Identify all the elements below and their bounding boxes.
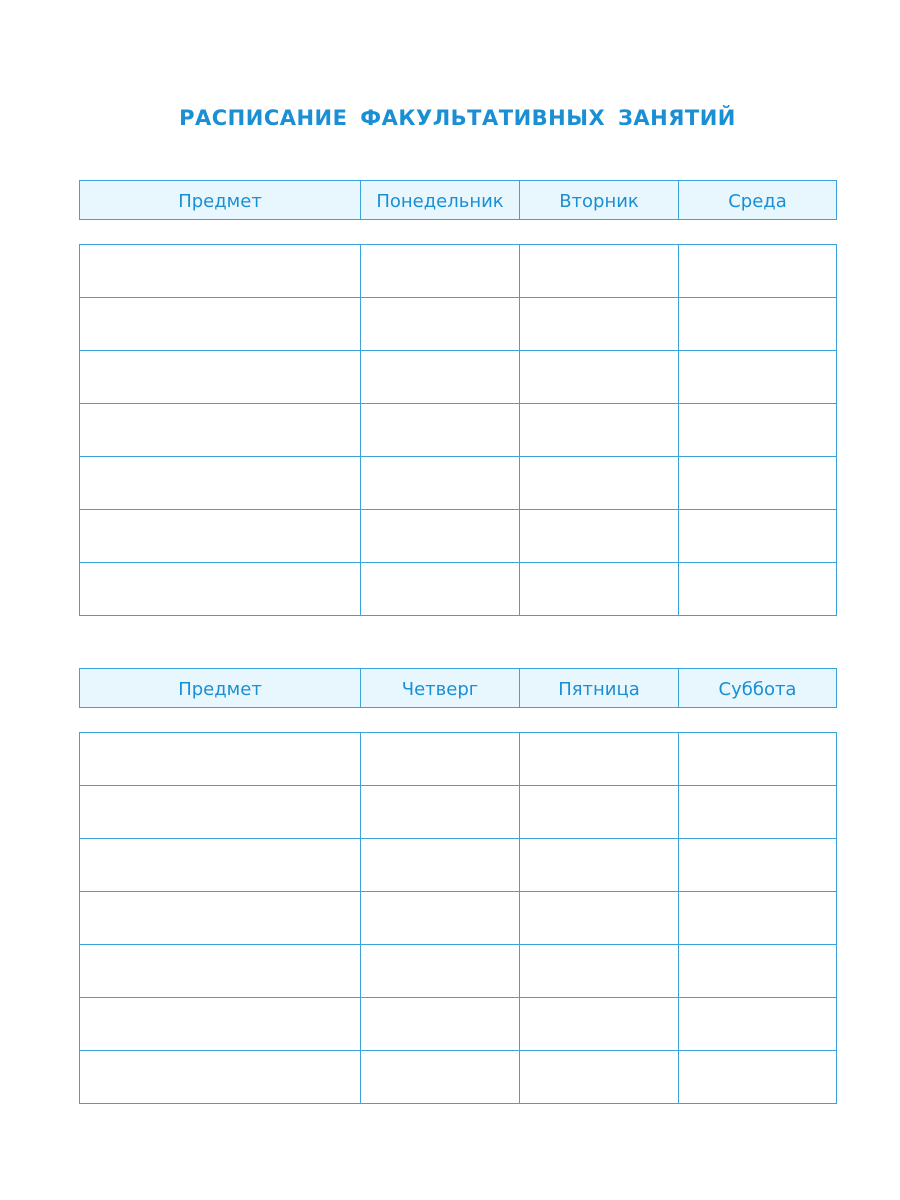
day-cell[interactable] (520, 892, 679, 945)
day-cell[interactable] (361, 945, 520, 998)
schedule-header-mon-wed (79, 180, 837, 220)
column-header-saturday: Суббота (679, 669, 837, 708)
table-row (80, 839, 837, 892)
table-row (80, 510, 837, 563)
page-title: РАСПИСАНИЕ ФАКУЛЬТАТИВНЫХ ЗАНЯТИЙ (179, 106, 736, 130)
day-cell[interactable] (679, 563, 837, 616)
table-row (80, 733, 837, 786)
table-row (80, 945, 837, 998)
day-cell[interactable] (679, 298, 837, 351)
day-cell[interactable] (520, 839, 679, 892)
column-header-monday: Понедельник (361, 181, 520, 220)
day-cell[interactable] (520, 786, 679, 839)
table-row (80, 457, 837, 510)
day-cell[interactable] (361, 998, 520, 1051)
table-row (80, 404, 837, 457)
day-cell[interactable] (679, 733, 837, 786)
table-row (80, 1051, 837, 1104)
day-cell[interactable] (361, 733, 520, 786)
subject-cell[interactable] (80, 351, 361, 404)
day-cell[interactable] (520, 457, 679, 510)
column-header-wednesday: Среда (679, 181, 837, 220)
subject-cell[interactable] (80, 945, 361, 998)
subject-cell[interactable] (80, 404, 361, 457)
day-cell[interactable] (679, 457, 837, 510)
day-cell[interactable] (679, 839, 837, 892)
subject-cell[interactable] (80, 510, 361, 563)
day-cell[interactable] (361, 351, 520, 404)
day-cell[interactable] (679, 1051, 837, 1104)
day-cell[interactable] (361, 786, 520, 839)
day-cell[interactable] (361, 892, 520, 945)
subject-cell[interactable] (80, 298, 361, 351)
subject-cell[interactable] (80, 563, 361, 616)
column-header-tuesday: Вторник (520, 181, 679, 220)
column-header-subject: Предмет (80, 669, 361, 708)
day-cell[interactable] (679, 510, 837, 563)
day-cell[interactable] (679, 892, 837, 945)
day-cell[interactable] (361, 404, 520, 457)
day-cell[interactable] (520, 733, 679, 786)
table-row (80, 351, 837, 404)
day-cell[interactable] (679, 945, 837, 998)
day-cell[interactable] (361, 563, 520, 616)
day-cell[interactable] (361, 510, 520, 563)
column-header-friday: Пятница (520, 669, 679, 708)
table-row (80, 998, 837, 1051)
day-cell[interactable] (679, 998, 837, 1051)
day-cell[interactable] (520, 1051, 679, 1104)
day-cell[interactable] (520, 351, 679, 404)
subject-cell[interactable] (80, 457, 361, 510)
subject-cell[interactable] (80, 733, 361, 786)
day-cell[interactable] (679, 786, 837, 839)
day-cell[interactable] (520, 298, 679, 351)
table-row (80, 563, 837, 616)
subject-cell[interactable] (80, 892, 361, 945)
day-cell[interactable] (361, 839, 520, 892)
table-row (80, 892, 837, 945)
day-cell[interactable] (679, 245, 837, 298)
column-header-subject: Предмет (80, 181, 361, 220)
table-row (80, 298, 837, 351)
day-cell[interactable] (679, 351, 837, 404)
day-cell[interactable] (361, 457, 520, 510)
day-cell[interactable] (361, 1051, 520, 1104)
day-cell[interactable] (520, 998, 679, 1051)
header-row (80, 669, 837, 708)
day-cell[interactable] (520, 945, 679, 998)
header-row (80, 181, 837, 220)
table-row (80, 786, 837, 839)
schedule-grid-thu-sat (79, 732, 837, 1104)
day-cell[interactable] (520, 510, 679, 563)
table-row (80, 245, 837, 298)
day-cell[interactable] (361, 298, 520, 351)
schedule-grid-mon-wed (79, 244, 837, 616)
subject-cell[interactable] (80, 245, 361, 298)
subject-cell[interactable] (80, 786, 361, 839)
day-cell[interactable] (520, 404, 679, 457)
day-cell[interactable] (679, 404, 837, 457)
subject-cell[interactable] (80, 839, 361, 892)
day-cell[interactable] (520, 563, 679, 616)
subject-cell[interactable] (80, 1051, 361, 1104)
schedule-header-thu-sat (79, 668, 837, 708)
column-header-thursday: Четверг (361, 669, 520, 708)
day-cell[interactable] (361, 245, 520, 298)
day-cell[interactable] (520, 245, 679, 298)
subject-cell[interactable] (80, 998, 361, 1051)
